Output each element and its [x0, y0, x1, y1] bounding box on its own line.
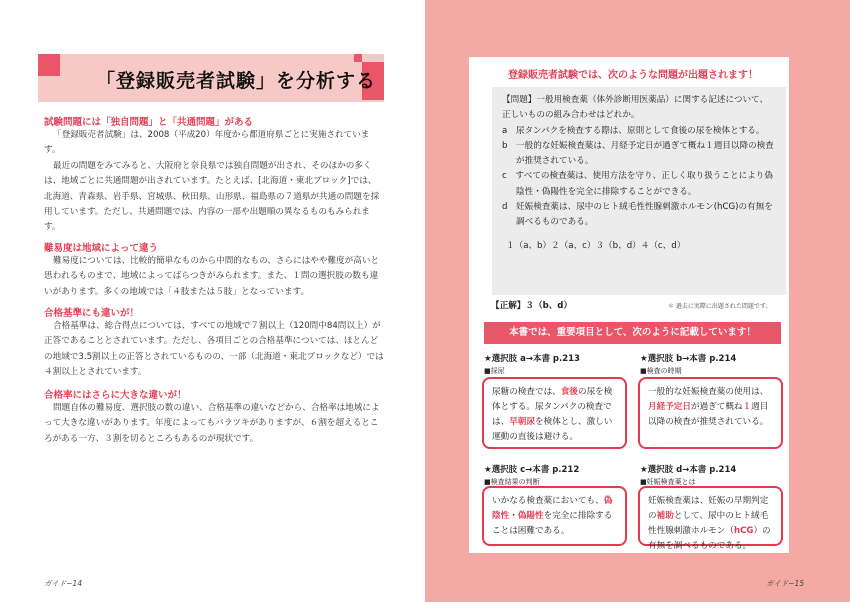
explanation-text: を完全に排除することは困難である。 [492, 511, 613, 536]
correct-answer: 【正解】３（b、d） [491, 301, 573, 311]
page-title: 「登録販売者試験」を分析する [96, 70, 377, 92]
topic-label: ■検査の時期 [640, 367, 682, 375]
paragraph: 合格基準は、総合得点については、すべての地域で７割以上（120問中84問以上）が正答であることとされています。ただし、各項目ごとの合格基準については、ほとんどの地域で3.5割以上の正答とされているものの、一部（北海道・東北ブロックなど）では４割以上とされています。 [44, 321, 384, 378]
card-title: 登録販売者試験では、次のような問題が出題されます！ [508, 70, 758, 81]
page-number: ガイド−15 [766, 579, 805, 588]
question-option: d 妊娠検査薬は、尿中のヒト絨毛性性腺刺激ホルモン(hCG)の有無を調べるものである。 [502, 202, 773, 228]
paragraph: 最近の問題をみてみると、大阪府と奈良県では独自問題が出され、そのほかの多くは、地域ごとに共通問題が出されています。たとえば、[北海道・東北ブロック]では、北海道、青森県、岩手県、宮城県、秋田県、山形県、福島県の７道県が共通の問題を採用しています。ただし、共通問題では、内容の一部や出題順の異なるものもみられます。 [44, 160, 380, 233]
section-heading: 合格率にはさらに大きな違いが！ [44, 390, 187, 401]
choice-reference: ★選択肢 b→本書 p.214 [640, 354, 737, 364]
explanation-text: 一般的な妊娠検査薬の使用は、 [648, 387, 769, 397]
choice-reference: ★選択肢 d→本書 p.214 [640, 465, 737, 475]
highlight-text: １ [742, 402, 752, 412]
footnote: ＊ 過去に実際に出題された問題です。 [668, 303, 772, 310]
section-body [44, 254, 384, 300]
explanation-text: を検体とし、激しい運動の直後は避ける。 [492, 417, 613, 442]
explanation-text: の尿を検体とする。尿タンパクの検査では、 [492, 387, 613, 427]
section-body [44, 128, 384, 236]
question-option: b 一般的な妊娠検査薬は、月経予定日が過ぎて概ね１週目以降の検査が推奨されている。 [502, 140, 774, 167]
explanation-text: ）の有無を調べるものである。 [648, 526, 771, 551]
explanation-text: ・ [509, 511, 518, 521]
title-band [38, 54, 384, 102]
question-stem: 【問題】一般用検査薬（体外診断用医薬品）に関する記述について、正しいものの組み合わせはどれか。 [502, 95, 769, 121]
question-box [492, 87, 786, 295]
choice-reference: ★選択肢 a→本書 p.213 [484, 354, 580, 364]
paragraph: 「登録販売者試験」は、2008（平成20）年度から都道府県ごとに実施されています。 [44, 130, 370, 156]
section-heading: 合格基準にも違いが！ [44, 308, 140, 319]
explanation-text: 妊娠検査薬は、妊娠の早期判定の [648, 496, 769, 521]
paragraph: 問題自体の難易度、選択肢の数の違い、合格基準の違いなどから、合格率は地域によって大きな違いがあります。年度によってもバラツキがありますが、６割を超えるところがある一方、３割を切るところもあるのが現状です。 [44, 403, 380, 444]
explanation-text: いかなる検査薬においても、 [492, 496, 604, 506]
title-decoration [38, 54, 60, 76]
topic-label: ■採尿 [484, 367, 505, 375]
topic-label: ■妊娠検査薬とは [640, 478, 696, 486]
section-heading: 難易度は地域によって違う [44, 243, 159, 254]
highlight-text: 月経予定日 [648, 402, 691, 412]
section-heading: 試験問題には「独自問題」と「共通問題」がある [44, 117, 254, 128]
section-body [44, 401, 384, 447]
explanation-text: が過ぎて概ね [690, 402, 743, 412]
explanation-box [482, 377, 627, 449]
choice-reference: ★選択肢 c→本書 p.212 [484, 465, 580, 475]
highlight-text: 補助 [656, 511, 674, 521]
highlight-text: 偽陰性 [492, 496, 613, 521]
highlight-text: 早朝尿 [509, 417, 535, 427]
explanation-box [638, 377, 783, 449]
explanation-text: 尿糖の検査では、 [492, 387, 561, 397]
key-points-banner: 本書では、重要項目として、次のように記載しています！ [484, 322, 781, 344]
highlight-text: 偽陽性 [517, 511, 544, 521]
paragraph: 難易度については、比較的簡単なものから中間的なもの、さらにはやや難度が高いと思われるものまで、地域によってばらつきがみられます。また、１問の選択肢の数も違いがあります。多くの地域では「４肢または５肢」となっています。 [44, 256, 380, 297]
question-option: c すべての検査薬は、使用方法を守り、正しく取り扱うことにより偽陰性・偽陽性を完全に排除することができる。 [502, 171, 773, 197]
explanation-text: 週目以降の検査が推奨されている。 [648, 402, 769, 427]
answer-choices: １（a、b）２（a、c）３（b、d）４（c、d） [506, 240, 686, 251]
explanation-box [482, 486, 627, 546]
explanation-box [638, 486, 783, 551]
topic-label: ■検査結果の判断 [484, 478, 540, 486]
title-decoration [354, 54, 362, 62]
explanation-text: として、尿中のヒト絨毛性性腺刺激ホルモン（ [648, 511, 769, 536]
highlight-text: 食後 [560, 387, 578, 397]
question-option: a 尿タンパクを検査する際は、原則として食後の尿を検体とする。 [502, 125, 765, 136]
section-body [44, 319, 384, 381]
highlight-text: hCG [733, 526, 754, 536]
page-number: ガイド−14 [44, 579, 83, 588]
